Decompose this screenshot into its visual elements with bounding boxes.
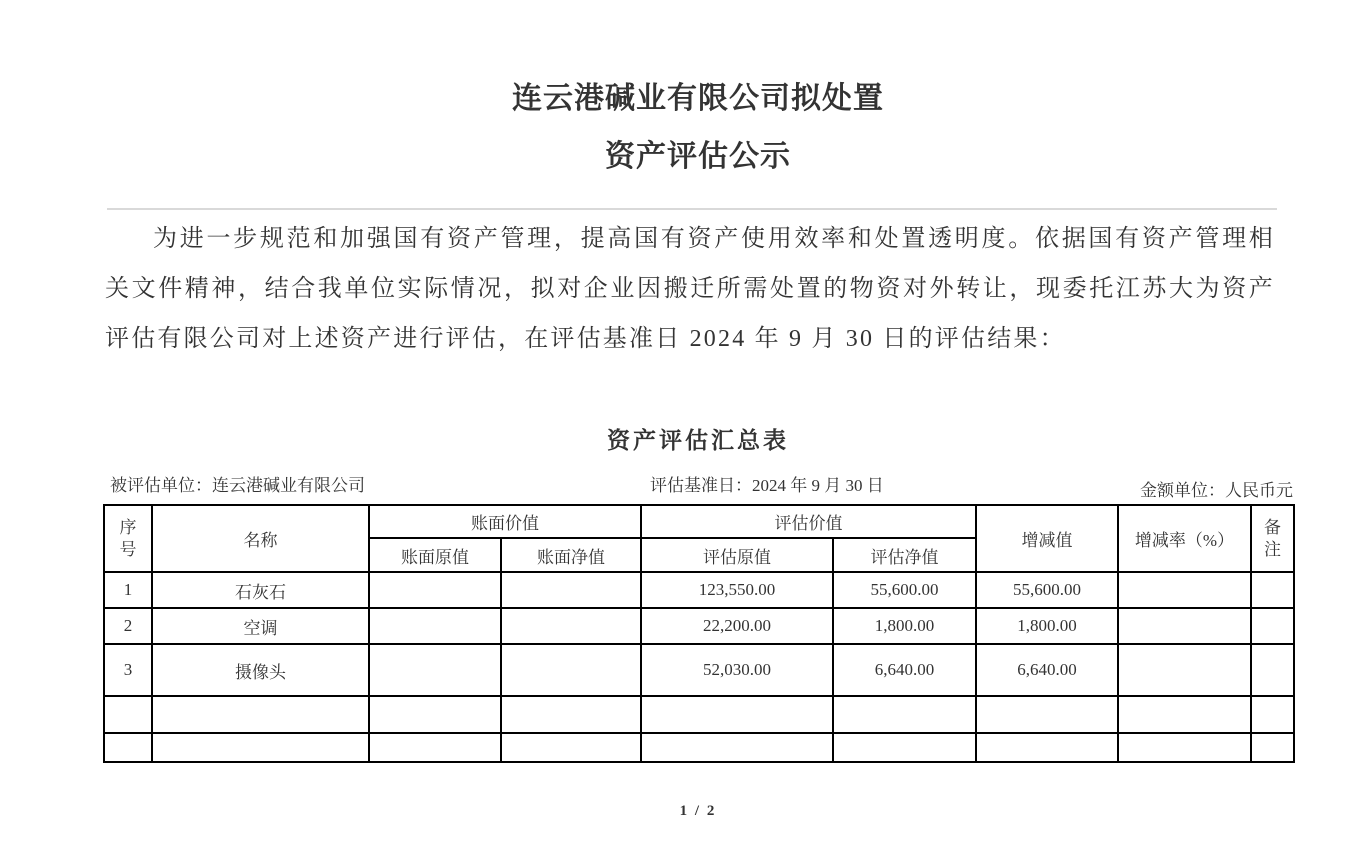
cell-book-net [501, 572, 641, 608]
cell-eval-net [833, 733, 976, 762]
cell-change-rate [1118, 644, 1251, 696]
cell-change-rate [1118, 608, 1251, 644]
cell-book-net [501, 608, 641, 644]
cell-book-net [501, 644, 641, 696]
cell-change-value: 6,640.00 [976, 644, 1118, 696]
cell-note [1251, 572, 1294, 608]
title-divider [107, 208, 1277, 210]
table-row [104, 696, 1294, 733]
cell-note [1251, 696, 1294, 733]
header-eval-original: 评估原值 [641, 538, 833, 572]
header-row-group [104, 505, 1294, 538]
cell-change-value [976, 733, 1118, 762]
header-eval-net: 评估净值 [833, 538, 976, 572]
cell-name [152, 696, 369, 733]
base-date-label: 评估基准日：2024 年 9 月 30 日 [650, 476, 884, 495]
cell-name [152, 733, 369, 762]
cell-name: 空调 [152, 608, 369, 644]
cell-seq: 1 [104, 572, 152, 608]
header-note [1251, 505, 1294, 572]
cell-seq [104, 733, 152, 762]
cell-eval-original [641, 733, 833, 762]
cell-change-value [976, 696, 1118, 733]
header-change-value: 增减值 [976, 505, 1118, 572]
cell-book-net [501, 696, 641, 733]
cell-note [1251, 644, 1294, 696]
table-meta-row [103, 474, 1293, 498]
cell-eval-original: 22,200.00 [641, 608, 833, 644]
page-number: 1 / 2 [679, 803, 717, 819]
cell-change-rate [1118, 733, 1251, 762]
cell-change-rate [1118, 696, 1251, 733]
cell-book-original [369, 644, 501, 696]
cell-seq: 3 [104, 644, 152, 696]
cell-seq: 2 [104, 608, 152, 644]
cell-eval-original [641, 696, 833, 733]
cell-note [1251, 608, 1294, 644]
cell-change-value: 1,800.00 [976, 608, 1118, 644]
cell-eval-net [833, 696, 976, 733]
cell-eval-original: 123,550.00 [641, 572, 833, 608]
cell-name: 摄像头 [152, 644, 369, 696]
cell-book-original [369, 572, 501, 608]
cell-book-net [501, 733, 641, 762]
evaluated-unit-label: 被评估单位：连云港碱业有限公司 [110, 476, 365, 495]
cell-change-value: 55,600.00 [976, 572, 1118, 608]
header-eval-value-group: 评估价值 [641, 505, 976, 538]
table-row [104, 733, 1294, 762]
header-note-label: 备注 [1264, 517, 1281, 559]
header-book-original: 账面原值 [369, 538, 501, 572]
header-seq-label: 序号 [119, 517, 137, 559]
cell-change-rate [1118, 572, 1251, 608]
header-seq [104, 505, 152, 572]
cell-name: 石灰石 [152, 572, 369, 608]
cell-seq [104, 696, 152, 733]
header-change-rate: 增减率（%） [1118, 505, 1251, 572]
cell-eval-original: 52,030.00 [641, 644, 833, 696]
asset-summary-table [103, 504, 1295, 763]
document-title [103, 0, 1293, 186]
cell-eval-net: 55,600.00 [833, 572, 976, 608]
document-title-line2: 资产评估公示 [605, 140, 791, 173]
cell-eval-net: 6,640.00 [833, 644, 976, 696]
cell-eval-net: 1,800.00 [833, 608, 976, 644]
document-title-line1: 连云港碱业有限公司拟处置 [512, 82, 884, 115]
table-row [104, 644, 1294, 696]
cell-book-original [369, 608, 501, 644]
header-name: 名称 [152, 505, 369, 572]
page-content [103, 0, 1293, 821]
summary-table-title: 资产评估汇总表 [607, 428, 789, 453]
cell-book-original [369, 696, 501, 733]
header-book-value-group: 账面价值 [369, 505, 641, 538]
table-row [104, 572, 1294, 608]
currency-unit-label: 金额单位：人民币元 [1140, 481, 1293, 500]
body-paragraph: 为进一步规范和加强国有资产管理，提高国有资产使用效率和处置透明度。依据国有资产管理相关文件精神，结合我单位实际情况，拟对企业因搬迁所需处置的物资对外转让，现委托江苏大为资产评估有限公司对上述资产进行评估，在评估基准日 2024 年 9 月 30 日的评估结果： [105, 226, 1275, 352]
table-row [104, 608, 1294, 644]
cell-note [1251, 733, 1294, 762]
cell-book-original [369, 733, 501, 762]
header-book-net: 账面净值 [501, 538, 641, 572]
